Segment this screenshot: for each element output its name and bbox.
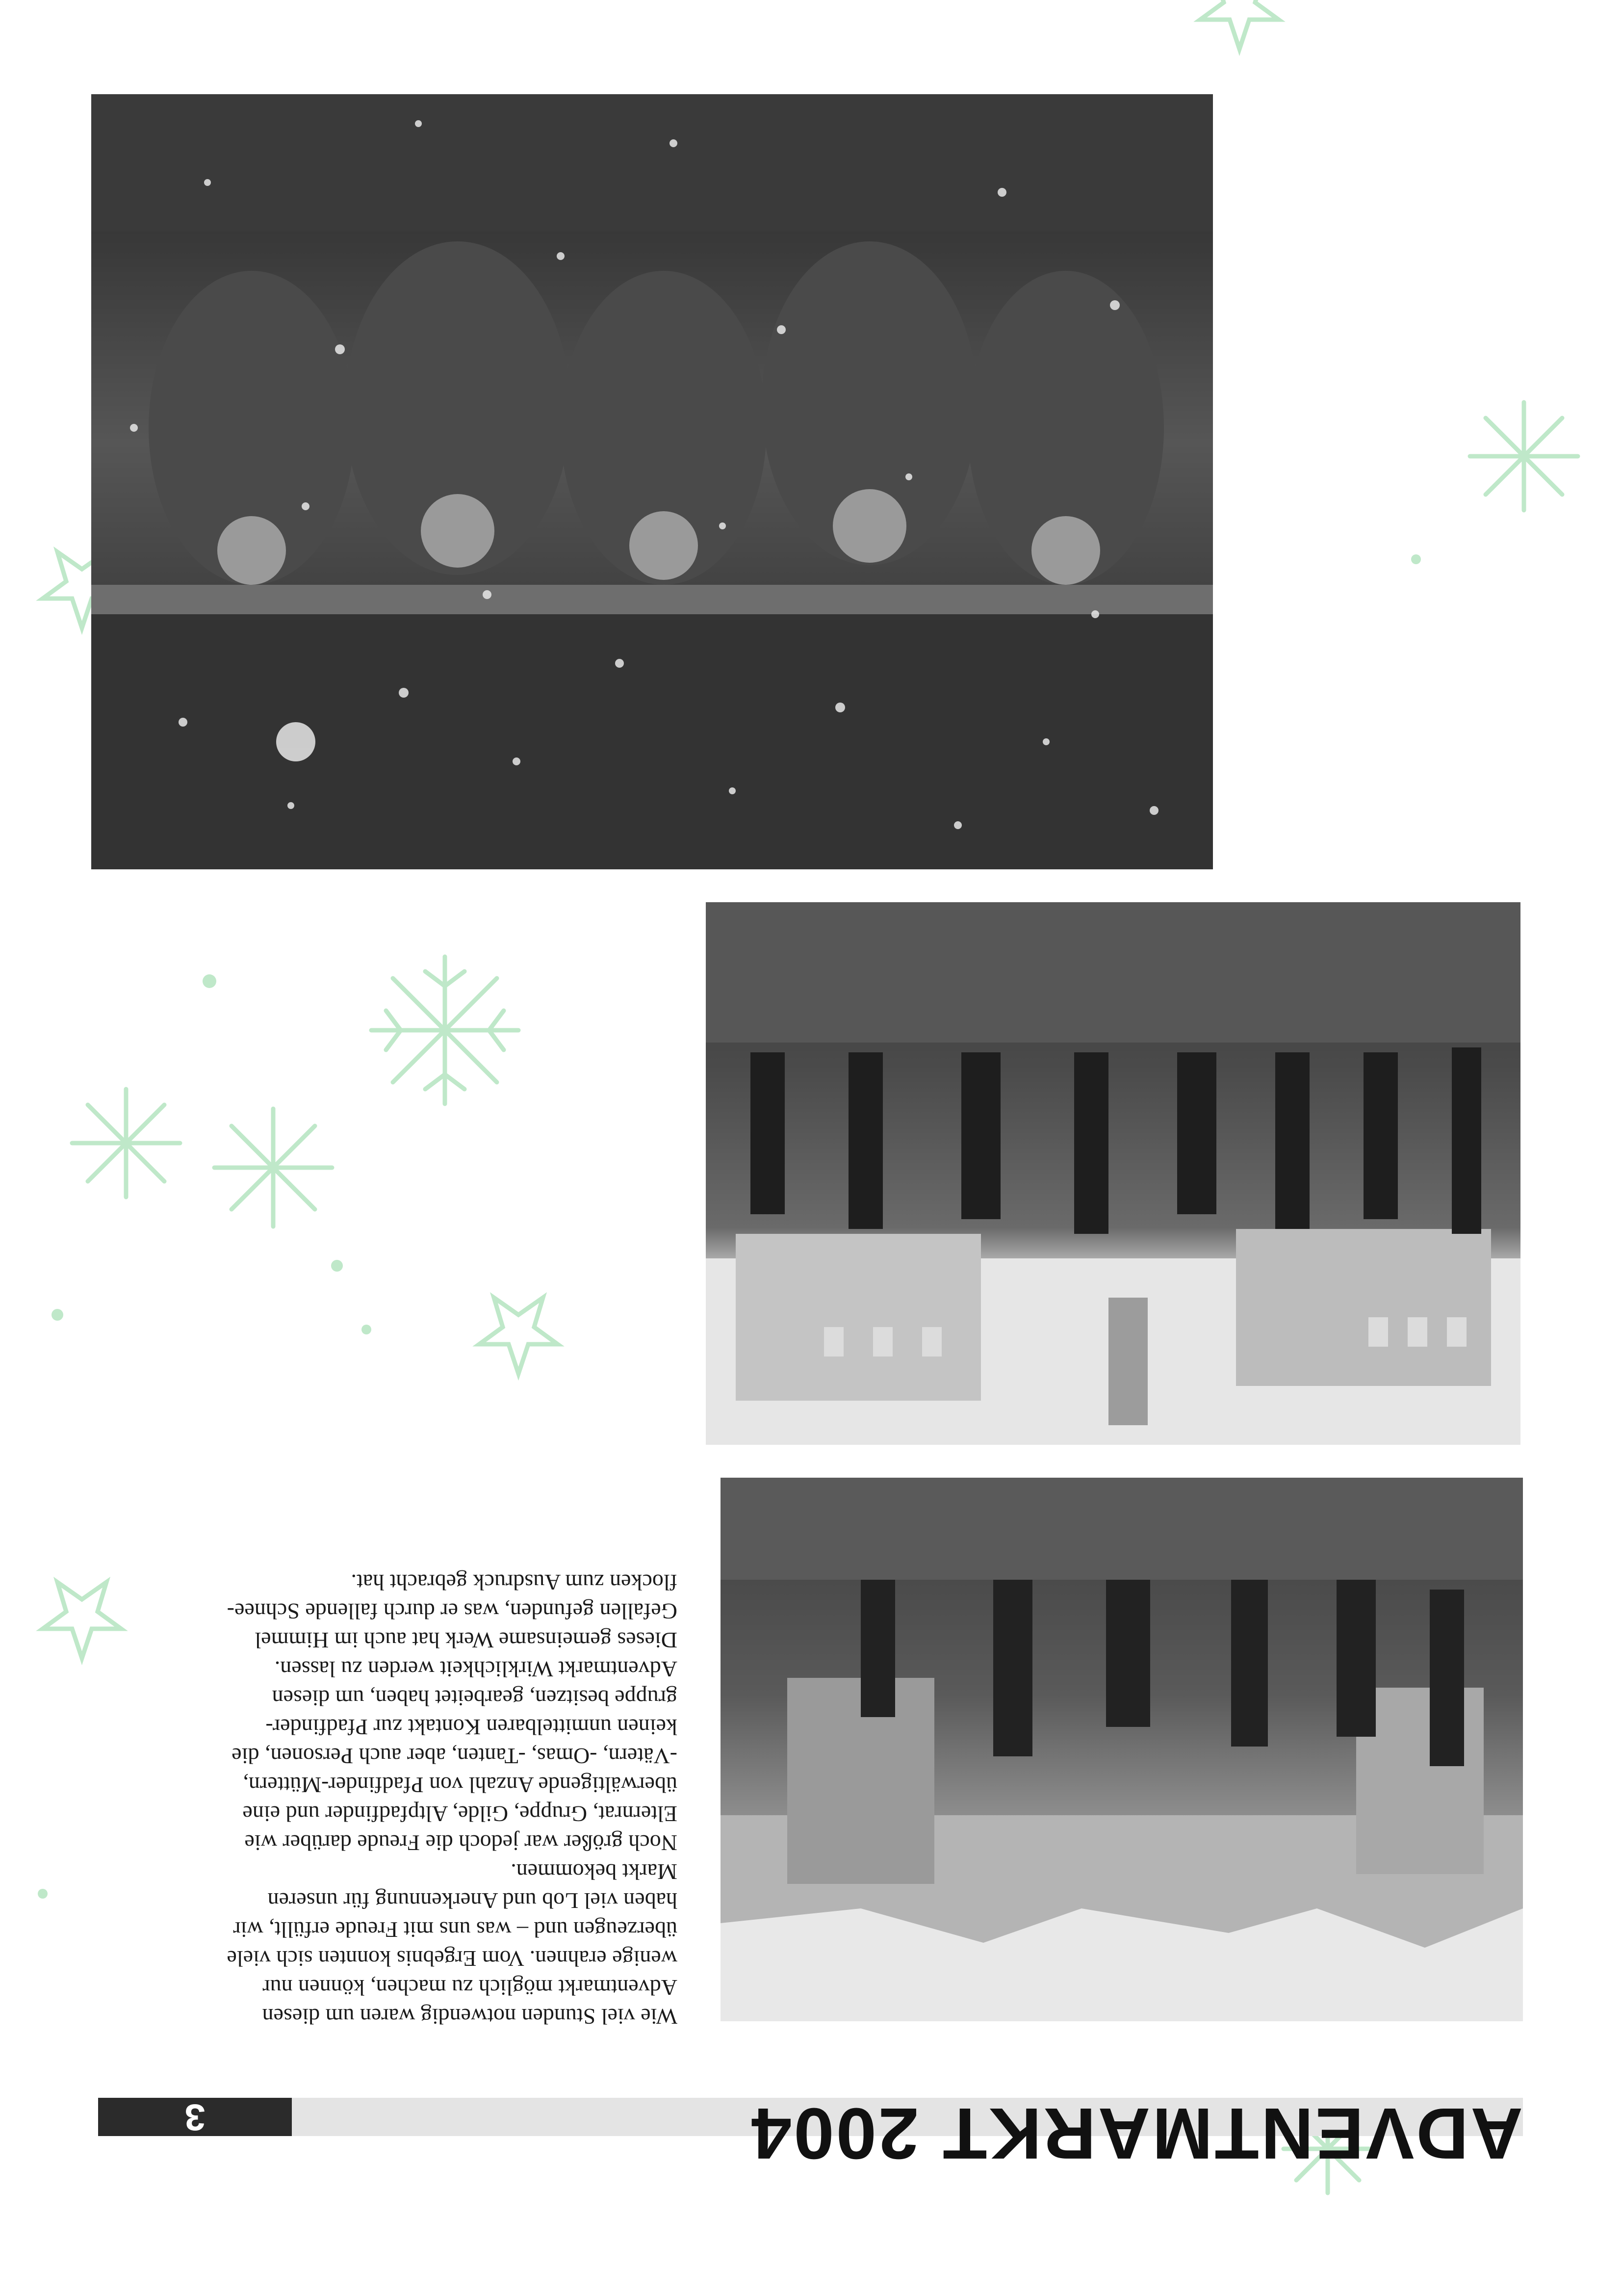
page-number: 3 xyxy=(98,2098,292,2136)
crowd-in-snow-photo xyxy=(91,94,1213,869)
page-title: ADVENTMARKT 2004 xyxy=(749,2093,1523,2174)
market-square-photo-right xyxy=(706,902,1520,1445)
market-square-photo-left xyxy=(721,1478,1523,2021)
article-paragraph: Noch größer war jedoch die Freude darüber wie Elternrat, Gruppe, Gilde, Altpfadfinder und eine überwältigende Anzahl von Pfadfinder-Müttern, -Vätern, -Omas, -Tanten, aber auch Personen, die keinen unmittelbaren Kontakt zur Pfadfinder- gruppe besitzen, gearbeitet haben, um diesen Adventmarkt Wirklichkeit werden zu lassen. xyxy=(232,1657,677,1855)
article-paragraph: Wie viel Stunden notwendig waren um diesen Adventmarkt möglich zu machen, können nur wenige erahnen. Vom Ergebnis konnten sich viele überzeugen und – was uns mit Freude erfüllt, wir haben viel Lob und Anerkennung für unseren Markt bekommen. xyxy=(227,1859,677,2029)
article-paragraph: Dieses gemeinsame Werk hat auch im Himmel Gefallen gefunden, was er durch fallende Schnee- flocken zum Ausdruck gebracht hat. xyxy=(227,1570,677,1653)
article-text xyxy=(118,1568,677,2031)
